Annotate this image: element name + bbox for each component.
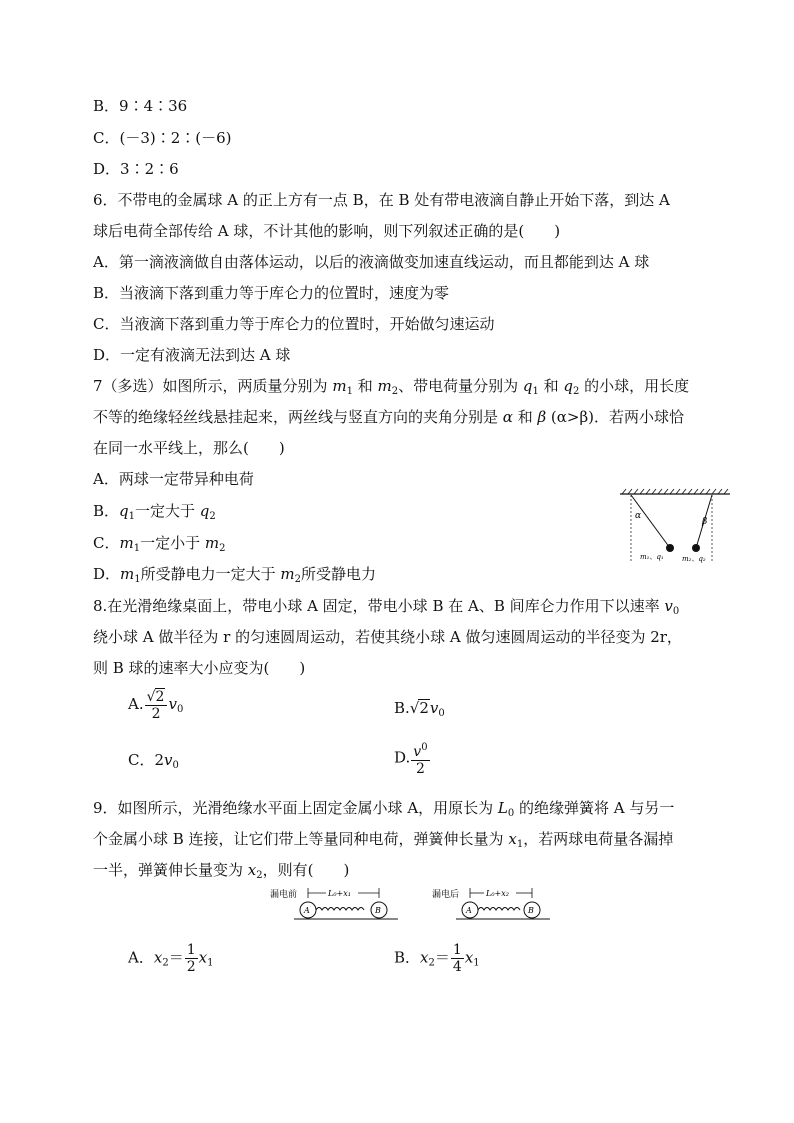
- q9-option-b: B．$x_2=$ $\frac{1}{4}$ $x_1$: [394, 942, 480, 975]
- q8-option-b: $B.√2v_0$: [394, 699, 445, 719]
- left-ball-label: m₁、q₁: [640, 553, 664, 561]
- q5-option-b: B．9∶4∶36: [93, 97, 188, 115]
- length-label-before: L₀+x₁: [328, 889, 351, 898]
- q6-option-a: A．第一滴液滴做自由落体运动，以后的液滴做变加速直线运动，而且都能到达 A 球: [93, 253, 650, 271]
- q6-option-d: D．一定有液滴无法到达 A 球: [93, 346, 291, 364]
- q5-option-d: D．3∶2∶6: [93, 160, 179, 178]
- q6-stem-line1: 6．不带电的金属球 A 的正上方有一点 B，在 B 处有带电液滴自静止开始下落，到达 A: [93, 191, 670, 209]
- right-ball: [692, 544, 700, 552]
- q7-option-c: C．$m_1$一定小于 $m_2$: [93, 534, 226, 554]
- q8-option-c: C．$2v_0$: [128, 751, 179, 771]
- q6-option-b: B．当液滴下落到重力等于库仑力的位置时，速度为零: [93, 284, 450, 302]
- spring-before: [316, 908, 364, 911]
- q8-stem-line1: 8.在光滑绝缘桌面上，带电小球 A 固定，带电小球 B 在 A、B 间库仑力作用下以速率 $v_0$: [93, 597, 680, 617]
- before-label: 漏电前: [270, 890, 298, 900]
- left-ball: [666, 544, 674, 552]
- q7-option-d: D．$m_1$所受静电力一定大于 $m_2$所受静电力: [93, 565, 377, 585]
- q8-stem-line3: 则 B 球的速率大小应变为( ): [93, 659, 306, 677]
- left-thread: [631, 495, 670, 548]
- after-label: 漏电后: [432, 890, 460, 900]
- spring-after: [478, 908, 520, 911]
- alpha-label: α: [635, 511, 642, 521]
- q8-option-a: A. $\frac{√2}{2}$ $v_0$: [128, 689, 184, 722]
- beta-label: β: [702, 517, 708, 527]
- ball-a-after-label: A: [466, 906, 472, 915]
- q9-spring-figure: [270, 882, 560, 924]
- ball-b-before-label: B: [375, 906, 381, 915]
- q9-option-a: A．$x_2=$ $\frac{1}{2}$ $x_1$: [128, 942, 214, 975]
- q8-stem-line2: 绕小球 A 做半径为 r 的匀速圆周运动，若使其绕小球 A 做匀速圆周运动的半径变为 2r，: [93, 628, 682, 646]
- q7-stem-line1: 7（多选）如图所示，两质量分别为 $m_1$ 和 $m_2$、带电荷量分别为 $q_1$ 和 $q_2$ 的小球，用长度: [93, 377, 690, 397]
- q9-stem-line1: 9．如图所示，光滑绝缘水平面上固定金属小球 A，用原长为 $L_0$ 的绝缘弹簧将 A 与另一: [93, 799, 675, 819]
- right-ball-label: m₂、q₂: [682, 555, 706, 563]
- q9-stem-line3: 一半，弹簧伸长量变为 $x_2$，则有( ): [93, 861, 350, 881]
- q7-stem-line3: 在同一水平线上，那么( ): [93, 439, 285, 457]
- q9-stem-line2: 个金属小球 B 连接，让它们带上等量同种电荷，弹簧伸长量为 $x_1$，若两球电荷量各漏掉: [93, 830, 674, 850]
- q6-stem-line2: 球后电荷全部传给 A 球，不计其他的影响，则下列叙述正确的是( ): [93, 222, 561, 240]
- q7-pendulum-figure: [616, 486, 734, 566]
- q7-option-b: B．$q_1$一定大于 $q_2$: [93, 502, 216, 522]
- ball-a-before-label: A: [304, 906, 310, 915]
- q6-option-c: C．当液滴下落到重力等于库仑力的位置时，开始做匀速运动: [93, 315, 495, 333]
- q5-option-c: C．(－3)∶2∶(－6): [93, 129, 232, 147]
- ceiling-hatching: [622, 489, 728, 494]
- q8-option-d: D. $\frac{v^0}{2}$: [394, 742, 428, 777]
- length-label-after: L₀+x₂: [486, 889, 509, 898]
- q7-option-a: A．两球一定带异种电荷: [93, 470, 254, 488]
- q7-stem-line2: 不等的绝缘轻丝线悬挂起来，两丝线与竖直方向的夹角分别是 α 和 β (α>β)．若两小球恰: [93, 408, 684, 426]
- ball-b-after-label: B: [528, 906, 534, 915]
